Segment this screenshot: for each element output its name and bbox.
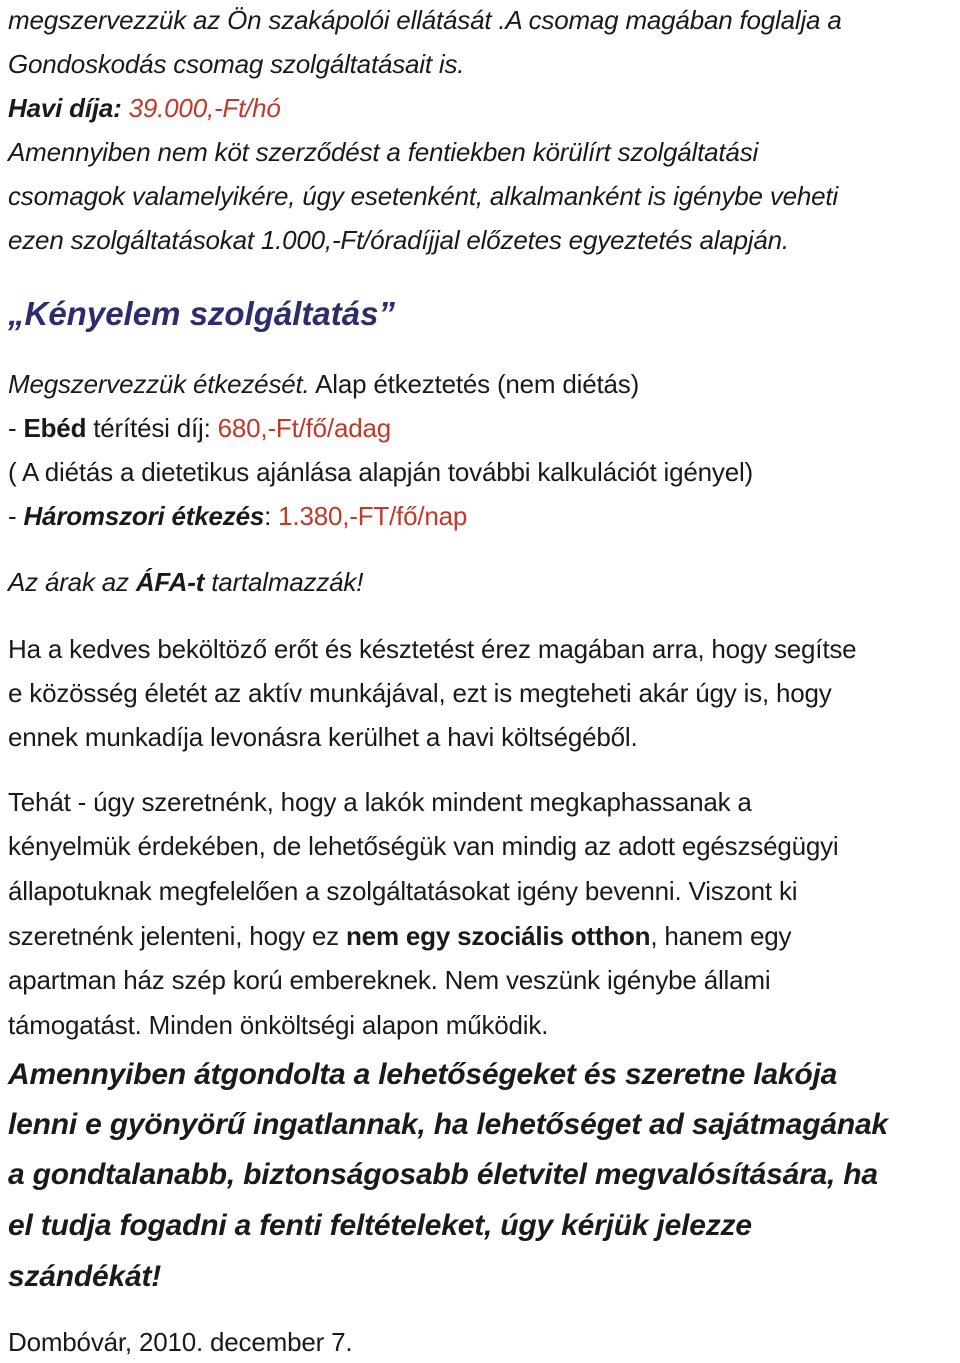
section-heading: „Kényelem szolgáltatás” <box>8 295 395 332</box>
monthly-fee-label: Havi díja: <box>8 93 129 123</box>
para2-line-1: Tehát - úgy szeretnénk, hogy a lakók mindent megkaphassanak a <box>8 787 752 817</box>
intro-line-6: ezen szolgáltatásokat 1.000,-Ft/óradíjjal előzetes egyeztetés alapján. <box>8 225 789 255</box>
three-meals-price: 1.380,-FT/fő/nap <box>278 501 468 531</box>
intro-line-5: csomagok valamelyikére, úgy esetenként, alkalmanként is igénybe veheti <box>8 181 839 211</box>
para2-line-5: apartman ház szép korú embereknek. Nem veszünk igénybe állami <box>8 965 771 995</box>
intro-line-1: megszervezzük az Ön szakápolói ellátását .A csomag magában foglalja a <box>8 5 842 35</box>
three-meals-dash: - <box>8 501 24 531</box>
meal-intro-text: Megszervezzük étkezését. <box>8 369 310 399</box>
diet-note-line: ( A diétás a dietetikus ajánlása alapján további kalkulációt igényel) <box>8 457 754 487</box>
meal-intro-line <box>8 368 639 400</box>
lunch-fee-label: térítési díj: <box>86 413 218 443</box>
vat-note-line <box>8 566 363 598</box>
vat-note-a: Az árak az <box>8 567 136 597</box>
three-meals-label: Háromszori étkezés <box>23 501 265 531</box>
three-meals-line <box>8 500 467 532</box>
para2-line-4-b: , hanem egy <box>650 921 792 951</box>
para1-line-3: ennek munkadíja levonásra kerülhet a havi költségéből. <box>8 722 638 752</box>
para2-line-4 <box>8 920 791 952</box>
para1-line-1: Ha a kedves beköltöző erőt és késztetést érez magában arra, hogy segítse <box>8 634 857 664</box>
signature-date: Dombóvár, 2010. december 7. <box>8 1327 353 1357</box>
closing-line-5: szándékát! <box>8 1260 162 1293</box>
intro-line-2: Gondoskodás csomag szolgáltatásait is. <box>8 49 465 79</box>
closing-line-4: el tudja fogadni a fenti feltételeket, úgy kérjük jelezze <box>8 1209 752 1242</box>
intro-line-4: Amennyiben nem köt szerződést a fentiekben körülírt szolgáltatási <box>8 137 759 167</box>
monthly-fee-line <box>8 92 281 124</box>
para2-line-6: támogatást. Minden önköltségi alapon működik. <box>8 1010 549 1040</box>
para2-line-2: kényelmük érdekében, de lehetőségük van mindig az adott egészségügyi <box>8 831 839 861</box>
vat-note-bold: ÁFA-t <box>135 567 205 597</box>
para2-line-4-a: szeretnénk jelenteni, hogy ez <box>8 921 346 951</box>
vat-note-b: tartalmazzák! <box>204 567 364 597</box>
three-meals-colon: : <box>264 501 279 531</box>
para1-line-2: e közösség életét az aktív munkájával, ezt is megteheti akár úgy is, hogy <box>8 678 832 708</box>
para2-line-4-bold: nem egy szociális otthon <box>346 921 651 951</box>
lunch-price: 680,-Ft/fő/adag <box>217 413 391 443</box>
lunch-dash: - <box>8 413 24 443</box>
closing-line-3: a gondtalanabb, biztonságosabb életvitel megvalósítására, ha <box>8 1158 878 1191</box>
lunch-label: Ebéd <box>23 413 87 443</box>
meal-basic-text: Alap étkeztetés (nem diétás) <box>309 369 640 399</box>
lunch-price-line <box>8 412 391 444</box>
para2-line-3: állapotuknak megfelelően a szolgáltatásokat igény bevenni. Viszont ki <box>8 876 798 906</box>
closing-line-1: Amennyiben átgondolta a lehetőségeket és szeretne lakója <box>8 1058 838 1091</box>
closing-line-2: lenni e gyönyörű ingatlannak, ha lehetőséget ad sajátmagának <box>8 1108 888 1141</box>
monthly-fee-value: 39.000,-Ft/hó <box>128 93 281 123</box>
